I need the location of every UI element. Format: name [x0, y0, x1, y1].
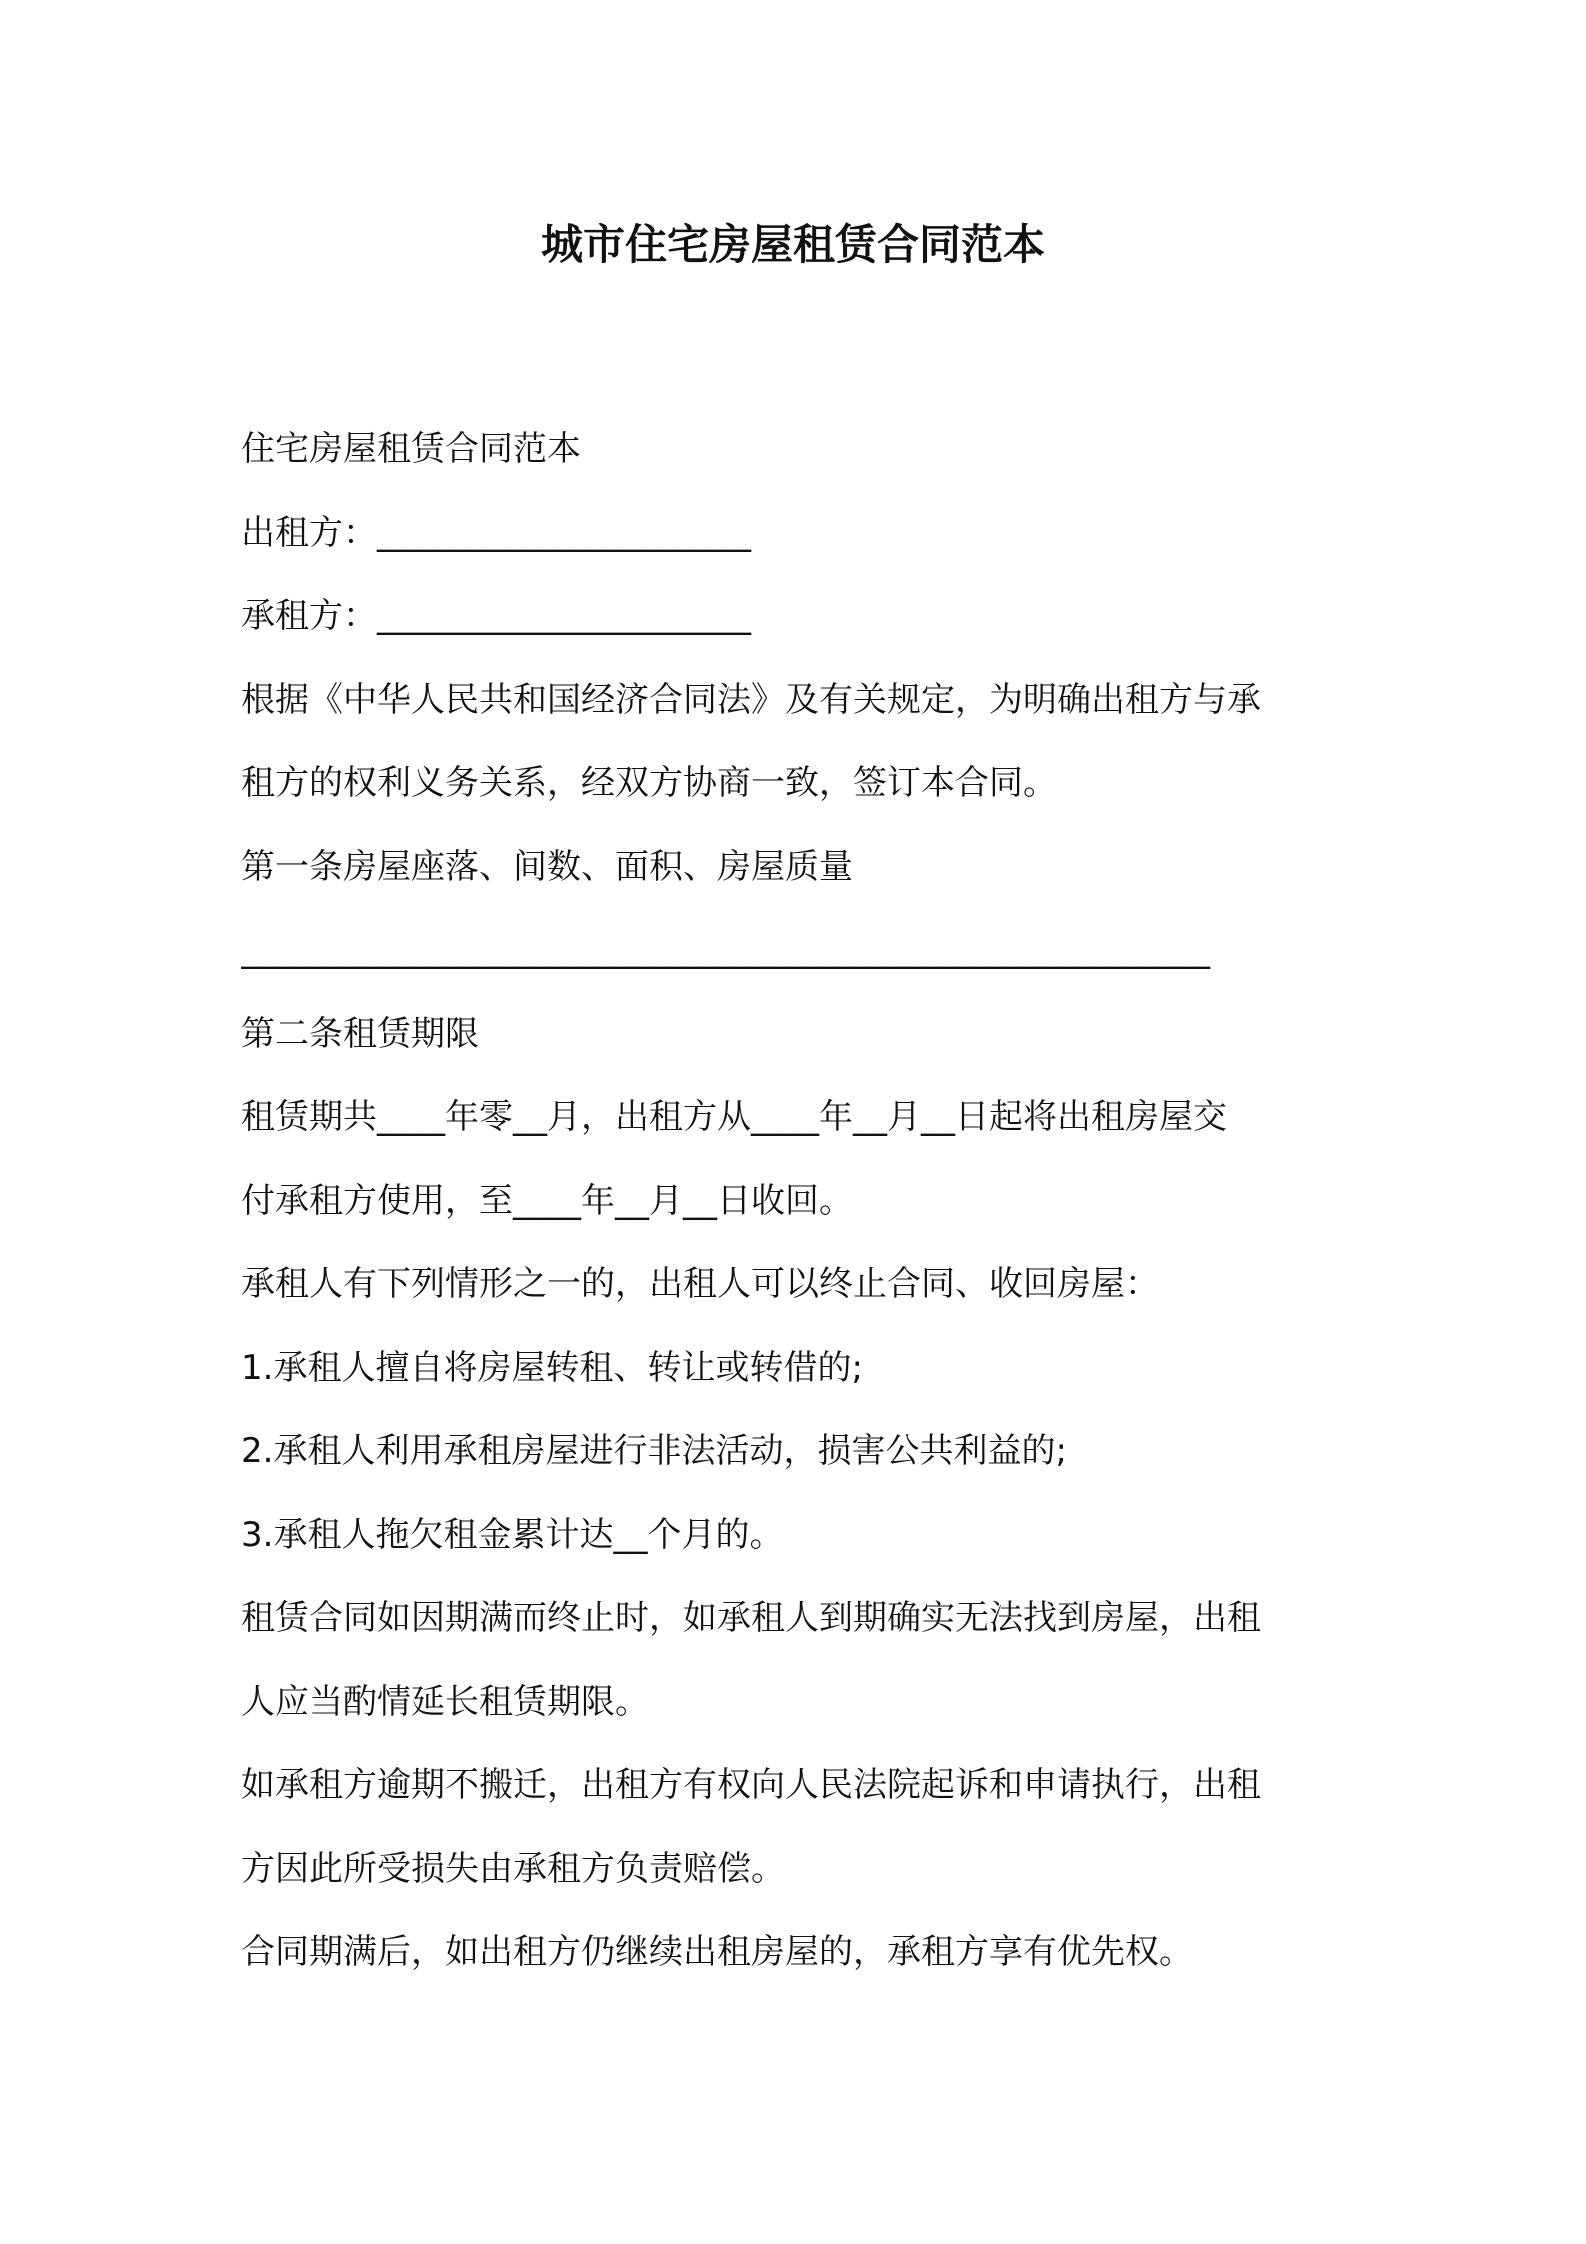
document-body: [241, 408, 1361, 1995]
paragraph-line: 租赁期共____年零__月，出租方从____年__月__日起将出租房屋交: [241, 1097, 1227, 1137]
paragraph-line: 合同期满后，如出租方仍继续出租房屋的，承租方享有优先权。: [241, 1932, 1193, 1972]
paragraph-line: 方因此所受损失由承租方负责赔偿。: [241, 1848, 785, 1889]
preamble-line: 租方的权利义务关系，经双方协商一致，签订本合同。: [241, 763, 1057, 803]
list-item: 1.承租人擅自将房屋转租、转让或转借的;: [241, 1347, 863, 1388]
document-title: 城市住宅房屋租赁合同范本: [540, 220, 1045, 269]
article-heading: 第二条租赁期限: [241, 1013, 479, 1054]
list-item: 2.承租人利用承租房屋进行非法活动，损害公共利益的;: [241, 1431, 1067, 1471]
paragraph-line: 付承租方使用，至____年__月__日收回。: [241, 1180, 853, 1221]
article-heading: 第一条房屋座落、间数、面积、房屋质量: [241, 846, 853, 887]
paragraph-line: 人应当酌情延长租赁期限。: [241, 1681, 649, 1722]
blank-fill-line: _________________________________________________________: [241, 930, 1210, 970]
lessee-line: 承租方：______________________: [241, 596, 751, 636]
paragraph-line: 租赁合同如因期满而终止时，如承租人到期确实无法找到房屋，出租: [241, 1598, 1261, 1638]
list-item: 3.承租人拖欠租金累计达__个月的。: [241, 1514, 784, 1555]
paragraph-line: 如承租方逾期不搬迁，出租方有权向人民法院起诉和申请执行，出租: [241, 1765, 1261, 1805]
paragraph-line: 承租人有下列情形之一的，出租人可以终止合同、收回房屋：: [241, 1264, 1159, 1304]
lessor-line: 出租方：______________________: [241, 512, 751, 553]
subtitle-line: 住宅房屋租赁合同范本: [241, 429, 581, 469]
preamble-line: 根据《中华人民共和国经济合同法》及有关规定，为明确出租方与承: [241, 679, 1261, 720]
